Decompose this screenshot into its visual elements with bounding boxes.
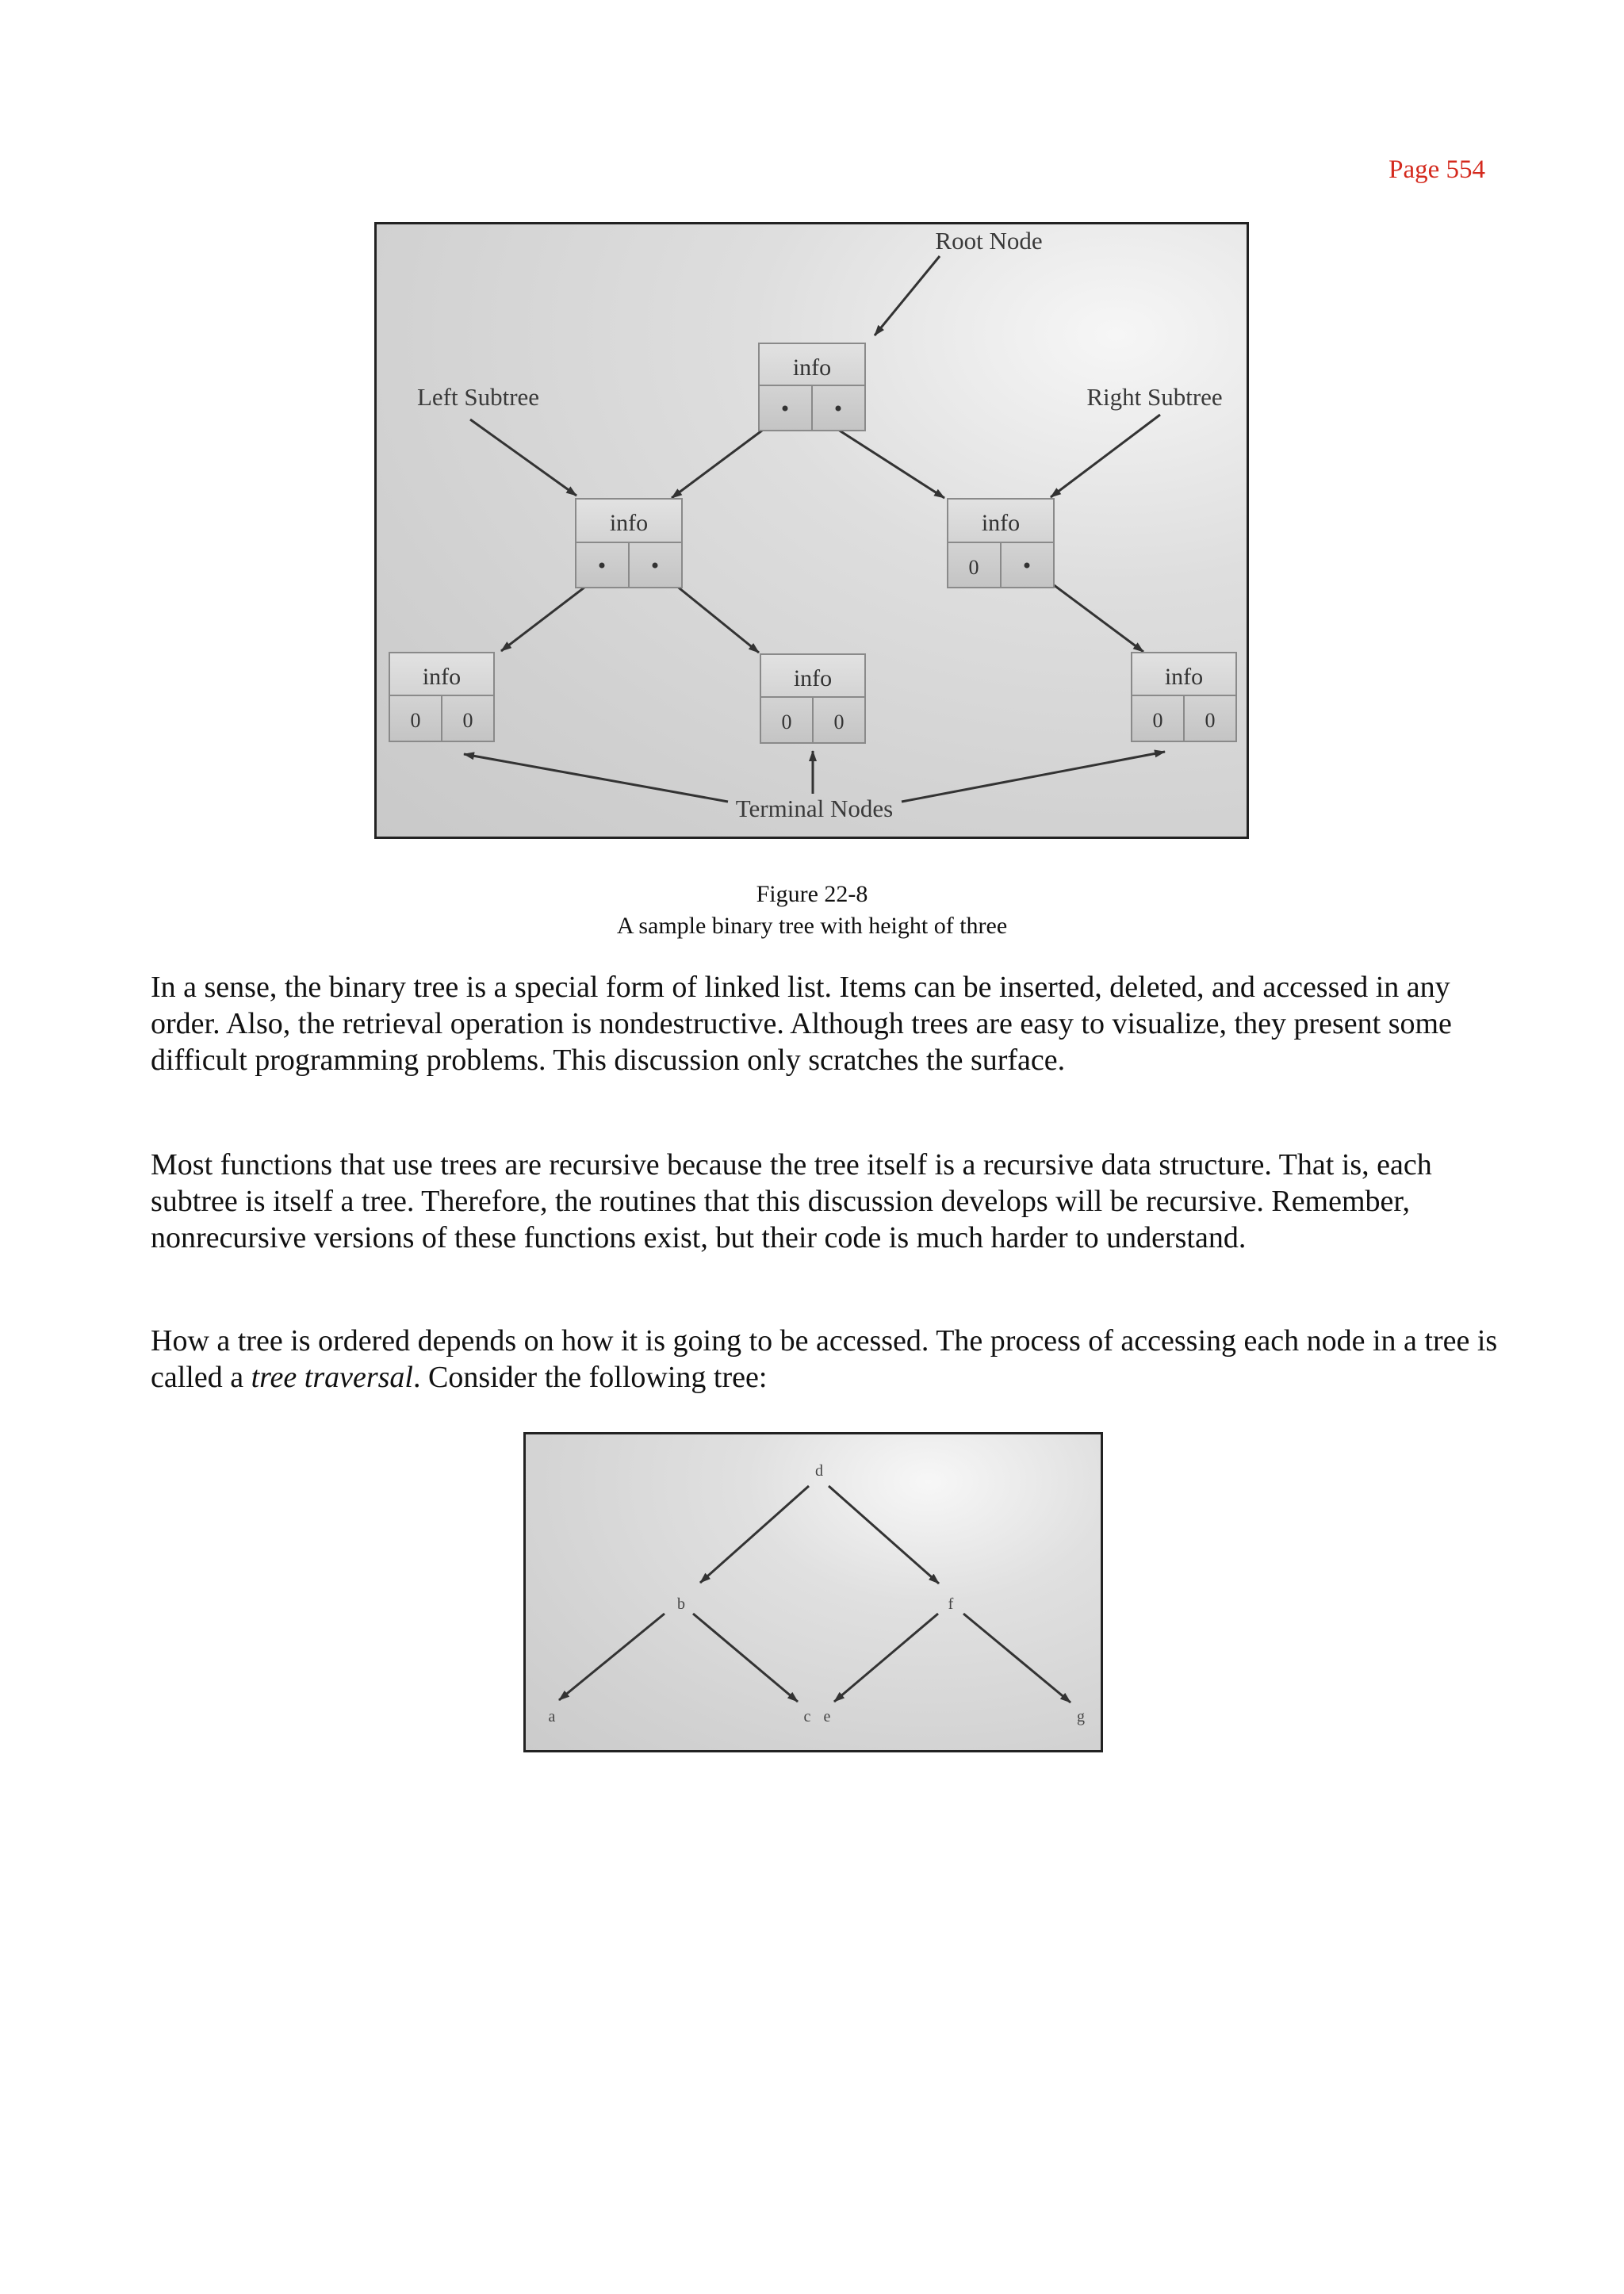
node-a: a (548, 1708, 556, 1725)
terminal-arrow-right (902, 752, 1165, 802)
node-d: d (815, 1462, 823, 1480)
left-label-arrow (470, 419, 576, 496)
svg-text:0: 0 (1152, 709, 1163, 732)
edge-root-left (672, 421, 775, 498)
node-e: e (823, 1708, 831, 1725)
terminal-node-left (389, 653, 494, 741)
root-label-arrow (875, 256, 940, 335)
sample-tree-figure (523, 1432, 1103, 1752)
svg-text:info: info (1164, 664, 1204, 690)
terminal-node-right (1132, 653, 1236, 741)
left-child-node (576, 499, 682, 588)
svg-text:info: info (422, 664, 462, 690)
terminal-node-middle (760, 654, 865, 743)
svg-text:info: info (793, 665, 833, 691)
root-node (759, 343, 865, 431)
svg-text:0: 0 (1205, 709, 1216, 732)
node-g: g (1077, 1708, 1085, 1725)
node-f: f (948, 1595, 954, 1613)
svg-text:info: info (981, 510, 1021, 536)
svg-text:0: 0 (462, 709, 473, 732)
node-c: c (803, 1708, 811, 1725)
binary-tree-figure (374, 222, 1249, 839)
figure-caption: A sample binary tree with height of three (616, 913, 1008, 939)
paragraph-3: How a tree is ordered depends on how it is going to be accessed. The process of accessing each node in a tree is called a tree traversal. Consider the following tree: (151, 1324, 1498, 1394)
figure-number: Figure 22-8 (756, 881, 868, 907)
terminal-arrow-left (464, 754, 728, 802)
svg-text:info: info (792, 354, 832, 381)
root-node-label: Root Node (935, 227, 1043, 255)
page-number: Page 554 (1388, 155, 1485, 184)
svg-text:0: 0 (968, 556, 979, 579)
paragraph-1: In a sense, the binary tree is a special form of linked list. Items can be inserted, deleted, and accessed in any order. Also, the retrieval operation is nondestructive. Although trees are easy to visualize, they present some difficult programming problems. This discussion only scratches the surface. (151, 971, 1452, 1077)
svg-text:0: 0 (410, 709, 421, 732)
left-subtree-label: Left Subtree (416, 383, 540, 411)
edge-root-right (825, 421, 944, 498)
svg-text:0: 0 (833, 710, 845, 733)
terminal-nodes-label: Terminal Nodes (735, 795, 894, 822)
right-child-node (948, 499, 1054, 588)
svg-text:0: 0 (781, 710, 792, 733)
right-label-arrow (1051, 415, 1160, 497)
right-subtree-label: Right Subtree (1086, 383, 1223, 411)
node-b: b (677, 1595, 685, 1613)
svg-text:info: info (609, 510, 649, 536)
paragraph-2: Most functions that use trees are recursive because the tree itself is a recursive data structure. That is, each subtree is itself a tree. Therefore, the routines that this discussion develops will be recursive. Remember, nonrecursive versions of these functions exist, but their code is much harder to understand. (151, 1148, 1432, 1254)
tree-traversal-term: tree traversal (251, 1361, 413, 1394)
